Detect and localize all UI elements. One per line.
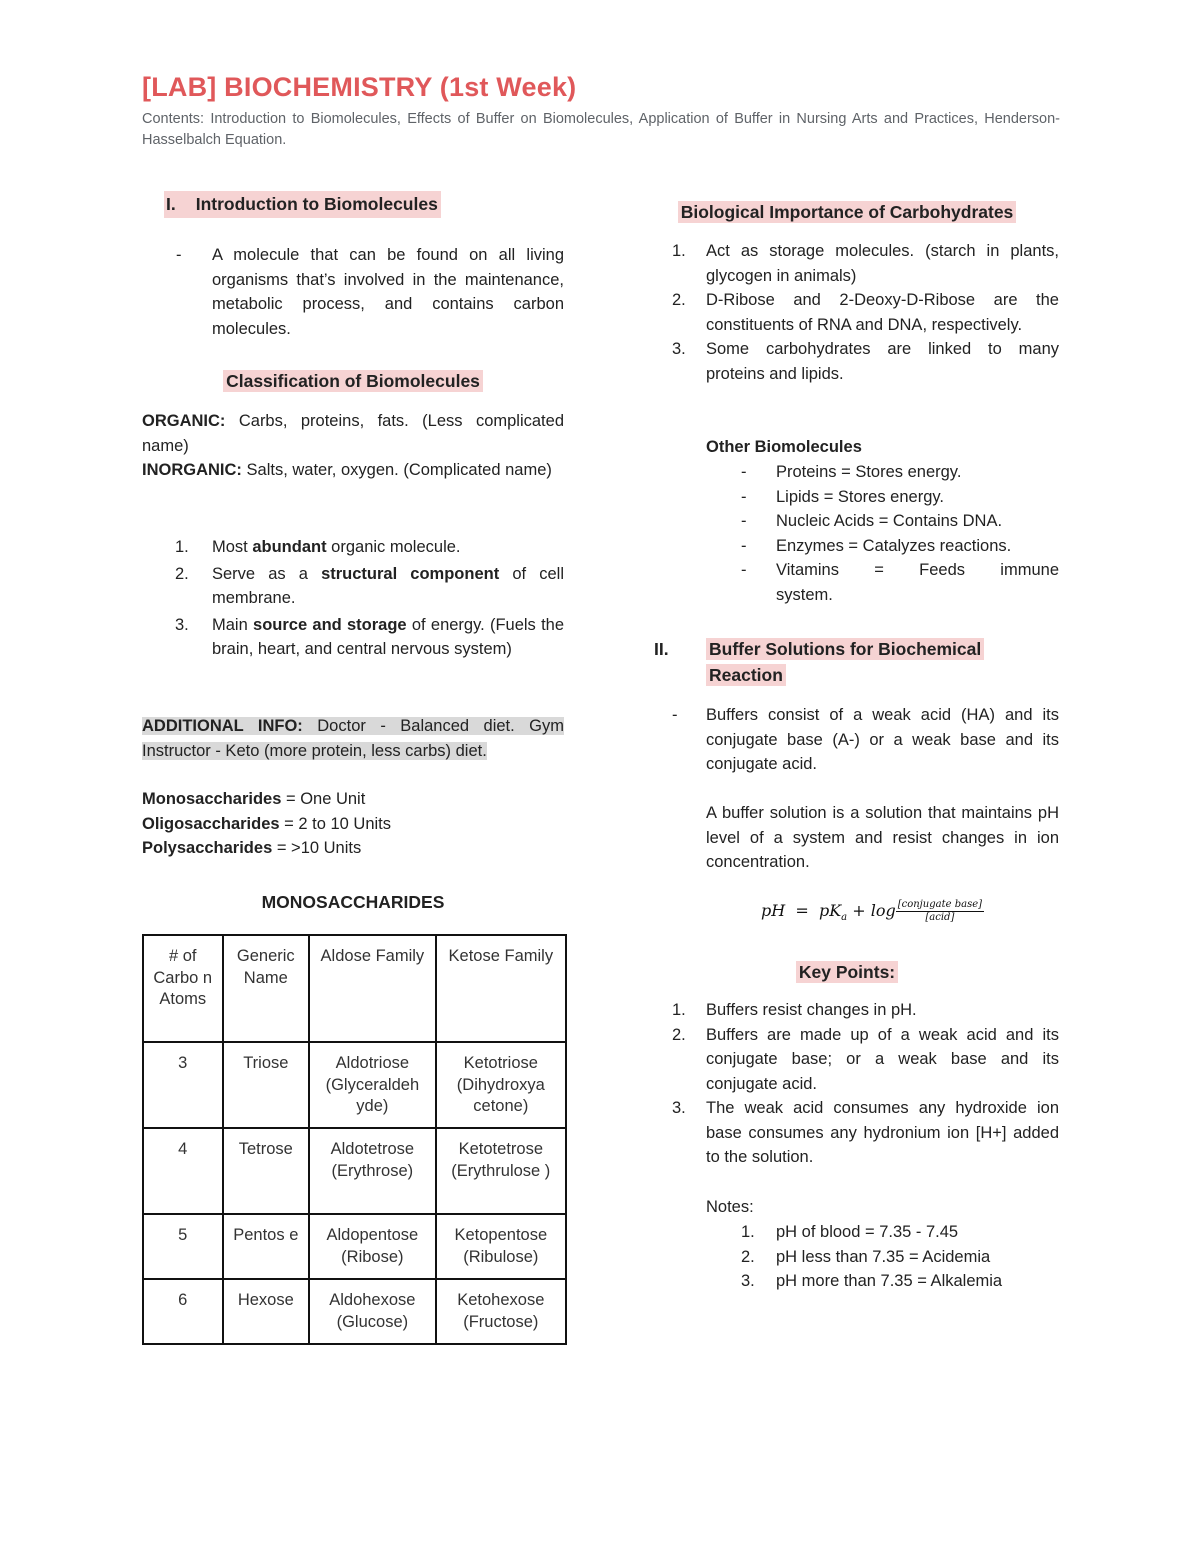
table-cell: Pentos e bbox=[223, 1214, 310, 1279]
organic-text: Carbs, proteins, fats. (Less complicated name) bbox=[142, 412, 564, 455]
list-item: 3. pH more than 7.35 = Alkalemia bbox=[741, 1272, 1003, 1290]
list-item: - Vitamins = Feeds immune system. bbox=[741, 561, 1059, 604]
section-1-title: Introduction to Biomolecules bbox=[176, 191, 441, 218]
section-2-heading bbox=[654, 636, 1034, 688]
definition-bullet bbox=[176, 243, 564, 341]
table-cell: 4 bbox=[143, 1128, 223, 1214]
table-cell: Ketotetrose (Erythrulose ) bbox=[436, 1128, 566, 1214]
key-points-list bbox=[672, 998, 1059, 1170]
list-item: Polysaccharides = >10 Units bbox=[142, 839, 362, 857]
table-cell: Hexose bbox=[223, 1279, 310, 1344]
table-row bbox=[143, 1214, 566, 1279]
table-header-cell: Generic Name bbox=[223, 935, 310, 1042]
buffer-definition-text: Buffers consist of a weak acid (HA) and its conjugate base (A-) or a weak base and its conjugate acid. bbox=[706, 706, 1059, 773]
formula-fraction: $\frac{\text{[conjugate base]}}{\text{[acid]}}$ bbox=[897, 899, 983, 923]
list-item: - Nucleic Acids = Contains DNA. bbox=[741, 512, 1003, 530]
additional-info bbox=[142, 714, 564, 763]
table-cell: Ketotriose (Dihydroxya cetone) bbox=[436, 1042, 566, 1128]
section-1-number: I. bbox=[164, 191, 176, 218]
list-item: 1. Act as storage molecules. (starch in plants, glycogen in animals) bbox=[672, 242, 1059, 285]
section-2-title: Buffer Solutions for Biochemical Reaction bbox=[706, 638, 984, 686]
table-cell: Tetrose bbox=[223, 1128, 310, 1214]
other-biomolecules-heading: Other Biomolecules bbox=[706, 438, 862, 456]
buffer-definition-bullet: - Buffers consist of a weak acid (HA) and its conjugate base (A-) or a weak base and its conjugate acid. bbox=[672, 703, 1059, 777]
inorganic-text: Salts, water, oxygen. (Complicated name) bbox=[241, 461, 552, 479]
table-header-cell: # of Carbo n Atoms bbox=[143, 935, 223, 1042]
table-cell: Triose bbox=[223, 1042, 310, 1128]
list-item: Oligosaccharides = 2 to 10 Units bbox=[142, 814, 392, 833]
list-item: - Proteins = Stores energy. bbox=[741, 463, 962, 481]
list-item: 2. pH less than 7.35 = Acidemia bbox=[741, 1247, 991, 1266]
list-item: 1. pH of blood = 7.35 - 7.45 bbox=[741, 1223, 959, 1241]
henderson-hasselbalch-formula: pH = $pK_a + \log$ $\frac{\text{[conjugate base]}}{\text{[acid]}}$ bbox=[761, 899, 983, 924]
bullet-marker: - bbox=[176, 246, 182, 264]
list-item: - Lipids = Stores energy. bbox=[741, 487, 944, 506]
table-cell: 6 bbox=[143, 1279, 223, 1344]
notes-list bbox=[741, 1220, 1059, 1294]
carbs-importance-list bbox=[672, 239, 1059, 386]
table-cell: 3 bbox=[143, 1042, 223, 1128]
organic-line bbox=[142, 409, 564, 458]
carb-characteristics-list bbox=[175, 535, 564, 662]
table-row bbox=[143, 1042, 566, 1128]
carbs-importance-heading bbox=[672, 200, 1022, 225]
notes-label: Notes: bbox=[706, 1198, 754, 1216]
inorganic-line bbox=[142, 458, 564, 483]
table-header-cell: Aldose Family bbox=[309, 935, 436, 1042]
organic-label: ORGANIC: bbox=[142, 412, 226, 430]
other-biomolecules-list bbox=[741, 460, 1059, 607]
list-item: 3. The weak acid consumes any hydroxide ion base consumes any hydronium ion [H+] added to the solution. bbox=[672, 1099, 1059, 1166]
page-title: [LAB] BIOCHEMISTRY (1st Week) bbox=[142, 72, 577, 102]
contents-summary: Contents: Introduction to Biomolecules, Effects of Buffer on Biomolecules, Application of Buffer in Nursing Arts and Practices, Henderson-Hasselbalch Equation. bbox=[142, 111, 1060, 148]
key-points-heading-text: Key Points: bbox=[796, 961, 898, 983]
table-header-row bbox=[143, 935, 566, 1042]
list-item: 1. Most abundant organic molecule. bbox=[175, 538, 461, 556]
buffer-solution-paragraph: A buffer solution is a solution that maintains pH level of a system and resist changes in ion concentration. bbox=[706, 804, 1059, 871]
saccharide-definitions bbox=[142, 787, 564, 861]
section-1-heading bbox=[164, 191, 494, 218]
table-cell: Aldopentose (Ribose) bbox=[309, 1214, 436, 1279]
definition-text: A molecule that can be found on all living organisms that’s involved in the maintenance, metabolic process, and contains carbon molecules. bbox=[212, 246, 564, 338]
classification-heading-text: Classification of Biomolecules bbox=[223, 370, 483, 392]
list-item: 3. Main source and storage of energy. (Fuels the brain, heart, and central nervous system) bbox=[175, 615, 565, 658]
table-cell: Ketopentose (Ribulose) bbox=[436, 1214, 566, 1279]
list-item: 3. Some carbohydrates are linked to many proteins and lipids. bbox=[672, 340, 1059, 383]
additional-info-label: ADDITIONAL INFO: bbox=[142, 717, 303, 735]
key-points-heading bbox=[672, 960, 1022, 985]
list-item: 1. Buffers resist changes in pH. bbox=[672, 1001, 917, 1019]
table-row bbox=[143, 1128, 566, 1214]
monosaccharides-table-title: MONOSACCHARIDES bbox=[261, 892, 445, 912]
list-item: 2. Serve as a structural component of cell membrane. bbox=[175, 564, 564, 607]
list-item: 2. Buffers are made up of a weak acid and its conjugate base; or a weak base and its conjugate acid. bbox=[672, 1025, 1059, 1093]
carbs-importance-heading-text: Biological Importance of Carbohydrates bbox=[678, 201, 1017, 223]
table-header-cell: Ketose Family bbox=[436, 935, 566, 1042]
inorganic-label: INORGANIC: bbox=[142, 461, 242, 479]
monosaccharides-table bbox=[142, 934, 567, 1345]
table-cell: 5 bbox=[143, 1214, 223, 1279]
table-cell: Aldotetrose (Erythrose) bbox=[309, 1128, 436, 1214]
table-cell: Aldohexose (Glucose) bbox=[309, 1279, 436, 1344]
list-item: 2. D-Ribose and 2-Deoxy-D-Ribose are the constituents of RNA and DNA, respectively. bbox=[672, 291, 1059, 334]
additional-info-text: Doctor - Balanced diet. Gym Instructor - Keto (more protein, less carbs) diet. bbox=[142, 717, 564, 760]
list-item: Monosaccharides = One Unit bbox=[142, 790, 366, 808]
list-item: - Enzymes = Catalyzes reactions. bbox=[741, 536, 1012, 555]
classification-heading bbox=[142, 369, 564, 394]
table-cell: Ketohexose (Fructose) bbox=[436, 1279, 566, 1344]
table-cell: Aldotriose (Glyceraldeh yde) bbox=[309, 1042, 436, 1128]
table-row bbox=[143, 1279, 566, 1344]
section-2-number: II. bbox=[654, 639, 669, 659]
